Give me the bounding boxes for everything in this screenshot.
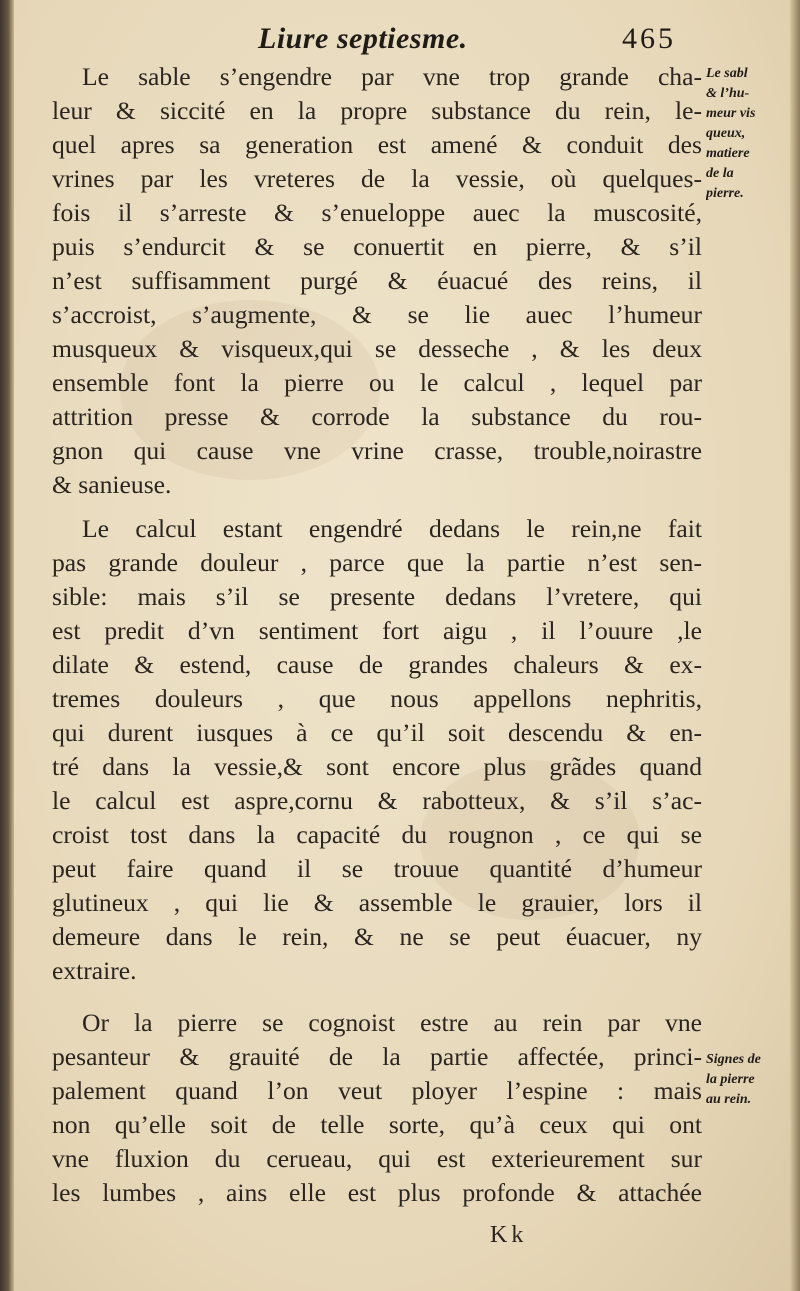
text-line: palement quand l’on veut ployer l’espine : mais (52, 1076, 702, 1105)
text-line: Le calcul estant engendré dedans le rein,ne fait (82, 514, 702, 543)
text-line: & sanieuse. (52, 470, 172, 499)
text-line: tremes douleurs , que nous appellons nephritis, (52, 684, 702, 713)
running-title: Liure septiesme. (258, 22, 468, 55)
text-line: dilate & estend, cause de grandes chaleurs & ex- (52, 650, 702, 679)
text-line: sible: mais s’il se presente dedans l’vretere, qui (52, 582, 702, 611)
text-line: puis s’endurcit & se conuertit en pierre, & s’il (52, 232, 702, 261)
text-line: n’est suffisamment purgé & éuacué des reins, il (52, 266, 702, 295)
body-text (52, 60, 702, 1210)
text-line: les lumbes , ains elle est plus profonde & attachée (52, 1178, 702, 1207)
margin-note-line: matiere (706, 146, 750, 161)
margin-note-line: meur vis (706, 106, 756, 121)
paragraph-2 (52, 512, 702, 988)
text-line: Or la pierre se cognoist estre au rein par vne (82, 1008, 702, 1037)
text-line: attrition presse & corrode la substance du rou- (52, 402, 702, 431)
text-line: ensemble font la pierre ou le calcul , lequel par (52, 368, 702, 397)
text-line: vrines par les vreteres de la vessie, où quelques- (52, 164, 702, 193)
text-line: glutineux , qui lie & assemble le grauier, lors il (52, 888, 702, 917)
text-line: musqueux & visqueux,qui se desseche , & les deux (52, 334, 702, 363)
page-header (0, 12, 800, 62)
text-line: pesanteur & grauité de la partie affectée, princi- (52, 1042, 702, 1071)
margin-note-line: au rein. (706, 1092, 752, 1107)
text-line: extraire. (52, 956, 137, 985)
margin-note-line: pierre. (706, 186, 744, 201)
text-line: demeure dans le rein, & ne se peut éuacuer, ny (52, 922, 702, 951)
margin-note-sable (706, 64, 792, 204)
text-line: gnon qui cause vne vrine crasse, trouble,noirastre (52, 436, 702, 465)
page-number: 465 (622, 22, 676, 55)
text-line: Le sable s’engendre par vne trop grande cha- (82, 62, 702, 91)
margin-note-line: queux, (706, 126, 746, 141)
catchword-signature: Kk (490, 1222, 528, 1248)
margin-note-line: de la (706, 166, 734, 181)
text-line: pas grande douleur , parce que la partie n’est sen- (52, 548, 702, 577)
text-line: est predit d’vn sentiment fort aigu , il l’ouure ,le (52, 616, 702, 645)
text-line: peut faire quand il se trouue quantité d’humeur (52, 854, 702, 883)
text-line: quel apres sa generation est amené & conduit des (52, 130, 702, 159)
text-line: croist tost dans la capacité du rougnon , ce qui se (52, 820, 702, 849)
paragraph-1 (52, 60, 702, 502)
margin-note-line: la pierre (706, 1072, 755, 1087)
text-line: le calcul est aspre,cornu & rabotteux, & s’il s’ac- (52, 786, 702, 815)
text-line: vne fluxion du cerueau, qui est exterieurement sur (52, 1144, 702, 1173)
text-line: fois il s’arreste & s’enueloppe auec la muscosité, (52, 198, 702, 227)
text-line: qui durent iusques à ce qu’il soit descendu & en- (52, 718, 702, 747)
text-line: non qu’elle soit de telle sorte, qu’à ceux qui ont (52, 1110, 702, 1139)
paragraph-3 (52, 1006, 702, 1210)
margin-note-signes (706, 1050, 792, 1110)
book-binding-edge (0, 0, 14, 1291)
margin-note-line: Signes de (706, 1052, 761, 1067)
text-line: tré dans la vessie,& sont encore plus grãdes quand (52, 752, 702, 781)
margin-note-line: & l’hu- (706, 86, 750, 101)
text-line: leur & siccité en la propre substance du rein, le- (52, 96, 702, 125)
text-line: s’accroist, s’augmente, & se lie auec l’humeur (52, 300, 702, 329)
margin-note-line: Le sabl (706, 66, 748, 81)
